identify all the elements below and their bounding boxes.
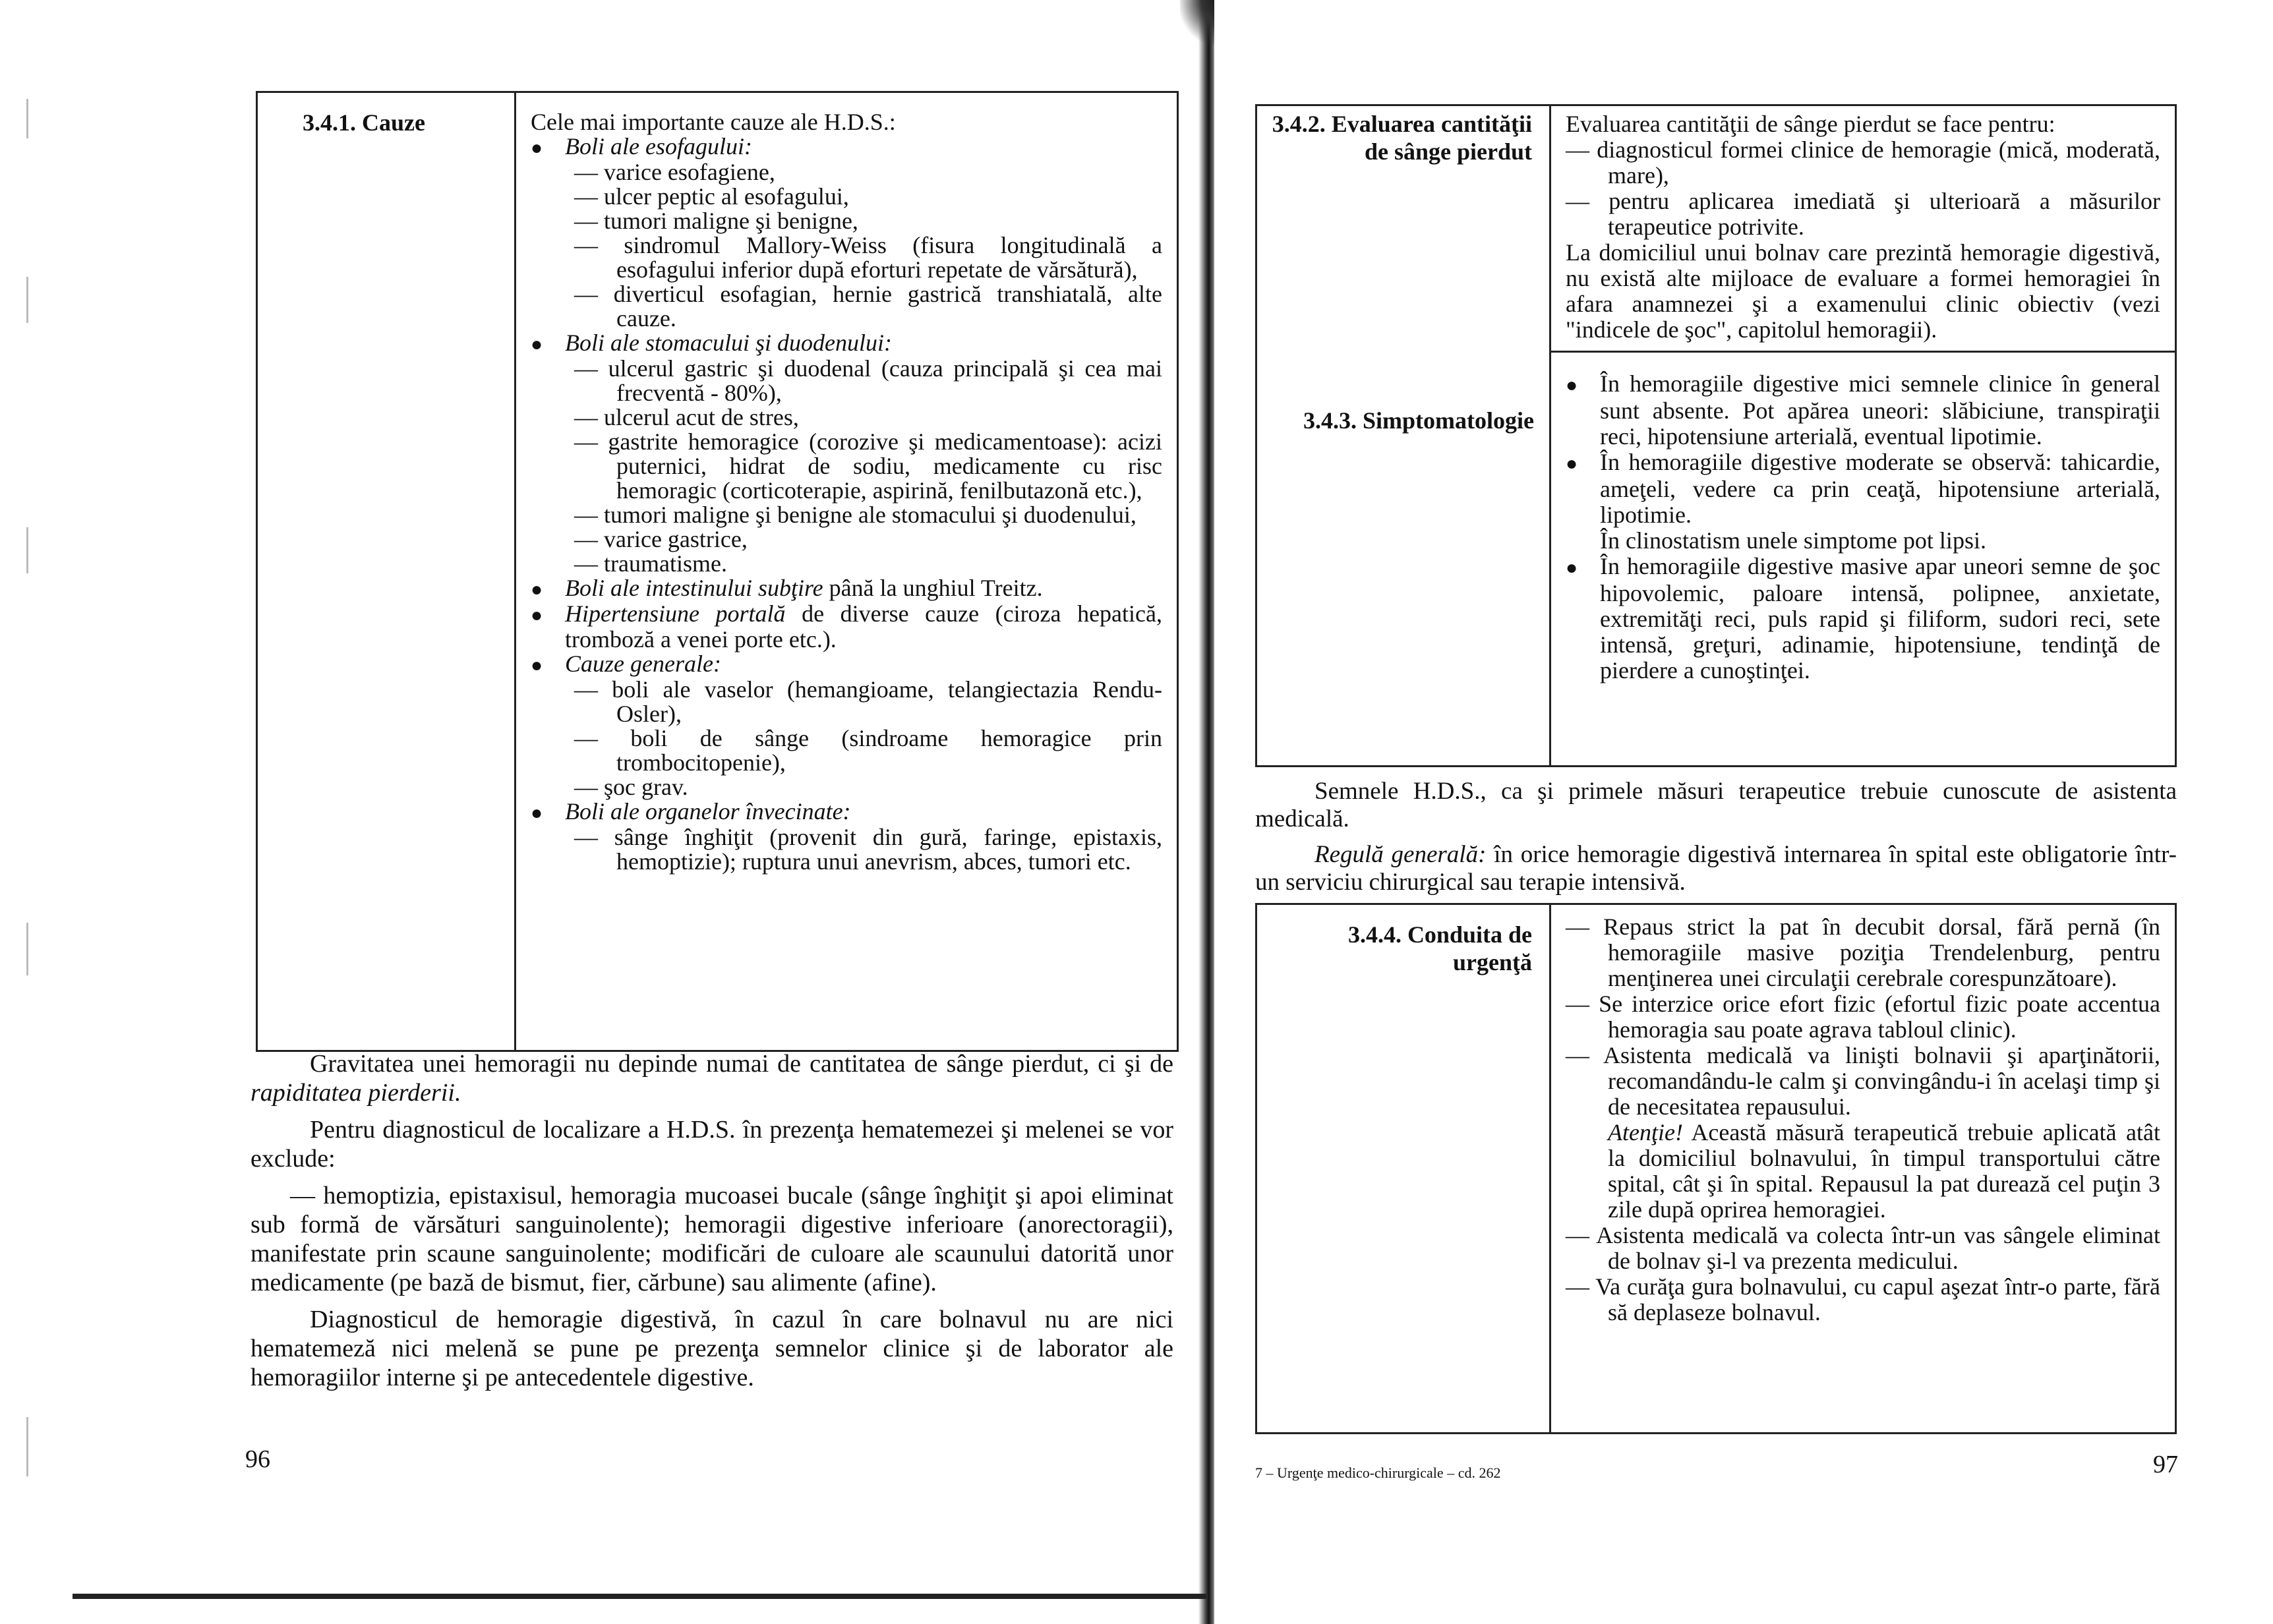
cause-item: — sânge înghiţit (provenit din gură, faringe, epistaxis, hemoptizie); ruptura unui anevrism, abces, tumori etc. <box>531 825 1162 874</box>
causes-intro: Cele mai importante cauze ale H.D.S.: <box>531 109 896 135</box>
right-text <box>1255 778 2177 904</box>
care-item: — Asistenta medicală va colecta într-un vas sângele eliminat de bolnav şi-l va prezenta medicului. <box>1566 1223 2160 1274</box>
symptom-item: ● În hemoragiile digestive mici semnele clinice în general sunt absente. Pot apărea uneori: slăbiciune, transpiraţii reci, hipotensiune arterială, eventual lipotimie. <box>1566 371 2160 450</box>
group-title: ● Cauze generale: <box>531 652 1162 678</box>
care-attention: Atenţie! Această măsură terapeutică trebuie aplicată atât la domiciliul bolnavului, în timpul transportului către spital, cât şi în spital. Repausul la pat durează cel puţin 3 zile după oprirea hemoragiei. <box>1608 1119 2160 1223</box>
group-title: ● Boli ale stomacului şi duodenului: <box>531 331 1162 357</box>
page-number: 97 <box>2153 1451 2178 1478</box>
margin-mark <box>26 277 28 323</box>
urgent-care-table <box>1255 903 2177 1434</box>
urgent-care-body <box>1551 905 2175 1432</box>
evaluation-item: — diagnosticul formei clinice de hemoragie (mică, moderată, mare), <box>1566 137 2160 188</box>
cause-item: — gastrite hemoragice (corozive şi medicamentoase): acizi puternici, hidrat de sodiu, medicamente cu risc hemoragic (corticoterapie, aspirină, fenilbutazonă etc.), <box>531 430 1162 503</box>
group-title: ● Boli ale organelor învecinate: <box>531 799 1162 825</box>
cause-item: — ulcerul gastric şi duodenal (cauza principală şi cea mai frecventă - 80%), <box>531 357 1162 405</box>
paragraph: Diagnosticul de hemoragie digestivă, în cazul în care bolnavul nu are nici hematemeză nici melenă se pune pe prezenţa semnelor clinice şi de laborator ale hemoragiilor interne şi pe antecedentele digestive. <box>251 1306 1173 1391</box>
cause-item: — ulcerul acut de stres, <box>531 405 1162 430</box>
symptom-item: ● În hemoragiile digestive moderate se observă: tahicardie, ameţeli, vedere ca prin ceaţă, hipotensiune arterială, lipotimie. <box>1566 450 2160 528</box>
paragraph: Semnele H.D.S., ca şi primele măsuri terapeutice trebuie cunoscute de asistenta medicală. <box>1255 778 2177 832</box>
margin-mark <box>26 527 28 573</box>
page-number: 96 <box>245 1445 270 1473</box>
evaluation-table <box>1255 104 2177 767</box>
section-heading: 3.4.4. Conduita de urgenţă <box>1257 905 1551 1432</box>
paragraph: Regulă generală: în orice hemoragie digestivă internarea în spital este obligatorie într-un serviciu chirurgical sau terapie intensivă. <box>1255 841 2177 896</box>
cause-item: — varice esofagiene, <box>531 160 1162 185</box>
evaluation-intro: Evaluarea cantităţii de sânge pierdut se face pentru: <box>1566 111 2055 137</box>
paragraph: Gravitatea unei hemoragii nu depinde numai de cantitatea de sânge pierdut, ci şi de rapiditatea pierderii. <box>251 1050 1173 1107</box>
group-title: ● Boli ale esofagului: <box>531 134 1162 160</box>
cause-item: — tumori maligne şi benigne ale stomacului şi duodenului, <box>531 503 1162 527</box>
margin-mark <box>26 1417 28 1476</box>
paragraph: — hemoptizia, epistaxisul, hemoragia mucoasei bucale (sânge înghiţit şi apoi eliminat sub formă de vărsături sanguinolente); hemoragii digestive inferioare (anorectoragii), manifestate prin scaune sanguinolente; modificări de culoare ale scaunului datorită unor medicamente (pe bază de bismut, fier, cărbune) sau alimente (afine). <box>251 1182 1173 1296</box>
cause-item: — diverticul esofagian, hernie gastrică transhiatală, alte cauze. <box>531 282 1162 331</box>
care-item: — Se interzice orice efort fizic (efortul fizic poate accentua hemoragia sau poate agrava tabloul clinic). <box>1566 991 2160 1043</box>
care-item: — Asistenta medicală va linişti bolnavii şi aparţinătorii, recomandându-le calm şi convingându-i în acelaşi timp şi de necesitatea repausului. <box>1566 1043 2160 1120</box>
left-text <box>251 1049 1173 1400</box>
cause-item: — traumatisme. <box>531 552 1162 576</box>
page-edge <box>73 1594 1206 1599</box>
care-item: — Repaus strict la pat în decubit dorsal, fără pernă (în hemoragiile masive poziţia Trendelenburg, pentru menţinerea unei circulaţii cerebrale corespunzătoare). <box>1566 914 2160 991</box>
cause-item: — boli ale vaselor (hemangioame, telangiectazia Rendu-Osler), <box>531 678 1162 726</box>
causes-table <box>256 91 1179 1052</box>
cause-item: — varice gastrice, <box>531 527 1162 552</box>
margin-mark <box>26 923 28 975</box>
cause-item: — tumori maligne şi benigne, <box>531 209 1162 233</box>
symptom-note: În clinostatism unele simptome pot lipsi. <box>1600 527 1986 554</box>
section-heading: 3.4.2. Evaluarea cantităţii de sânge pierdut <box>1257 106 1551 765</box>
paragraph: Pentru diagnosticul de localizare a H.D.S. în prezenţa hematemezei şi melenei se vor exclude: <box>251 1116 1173 1173</box>
cause-item: — şoc grav. <box>531 775 1162 799</box>
cause-item: — ulcer peptic al esofagului, <box>531 185 1162 209</box>
portal-cause: ● Hipertensiune portală de diverse cauze (ciroza hepatică, tromboză a venei porte etc.). <box>531 602 1162 652</box>
intestine-cause: ● Boli ale intestinului subţire până la unghiul Treitz. <box>531 576 1162 602</box>
right-page <box>1214 0 2273 1624</box>
symptom-item: ● În hemoragiile digestive masive apar uneori semne de şoc hipovolemic, paloare intensă, polipnee, anxietate, extremităţi reci, puls rapid şi filiform, sudori reci, sete intensă, greţuri, adinamie, hipotensiune, tendinţă de pierdere a cunoştinţei. <box>1566 554 2160 683</box>
cause-item: — boli de sânge (sindroame hemoragice prin trombocitopenie), <box>531 726 1162 775</box>
care-item: — Va curăţa gura bolnavului, cu capul aşezat într-o parte, fără să deplaseze bolnavul. <box>1566 1274 2160 1325</box>
cause-item: — sindromul Mallory-Weiss (fisura longitudinală a esofagului inferior după eforturi repetate de vărsătură), <box>531 233 1162 282</box>
evaluation-body <box>1551 106 2175 765</box>
footnote: 7 – Urgenţe medico-chirurgicale – cd. 262 <box>1255 1464 1501 1481</box>
section-heading: 3.4.1. Cauze <box>258 93 516 1050</box>
evaluation-text: La domiciliul unui bolnav care prezintă hemoragie digestivă, nu există alte mijloace de evaluare a formei hemoragiei în afara anamnezei şi a examenului clinic obiectiv (vezi "indicele de şoc", capitolul hemoragii). <box>1566 239 2160 343</box>
evaluation-item: — pentru aplicarea imediată şi ulterioară a măsurilor terapeutice potrivite. <box>1566 188 2160 240</box>
section-heading: 3.4.3. Simptomatologie <box>1303 407 1534 434</box>
row-divider <box>1551 351 2175 371</box>
causes-body <box>516 93 1177 1050</box>
margin-mark <box>26 99 28 138</box>
